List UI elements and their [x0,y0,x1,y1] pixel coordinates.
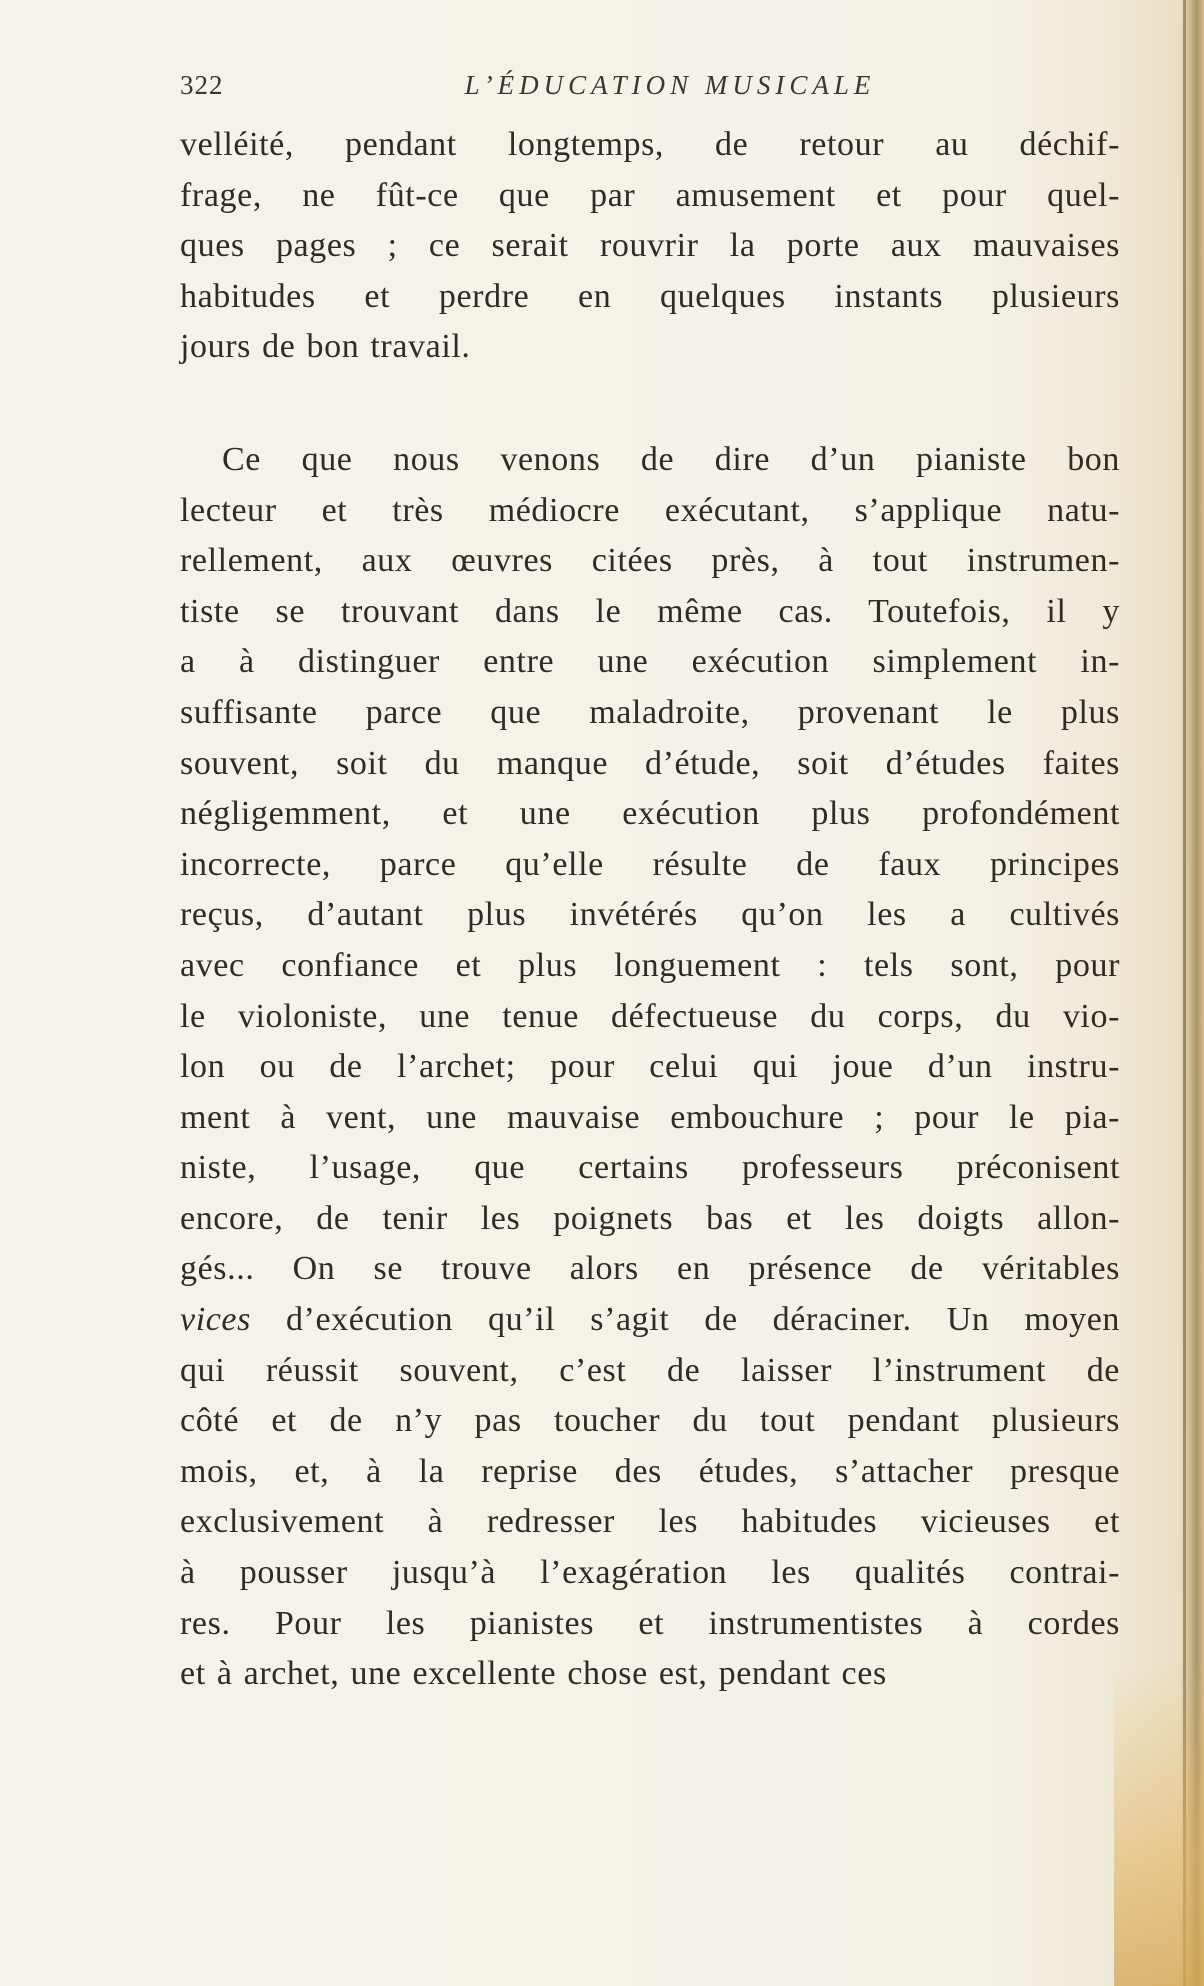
text-line: niste, l’usage, que certains professeurs préconisent [180,1149,1120,1187]
text-line: et à archet, une excellente chose est, pendant ces [180,1655,887,1693]
text-line: frage, ne fût-ce que par amusement et pour quel- [180,176,1120,214]
text-line: jours de bon travail. [180,328,471,366]
page-number: 322 [180,70,224,100]
paragraph-gap [180,373,1120,435]
page-header [180,70,1120,106]
body-text [180,120,1120,1700]
text-line: le violoniste, une tenue défectueuse du corps, du vio- [180,997,1120,1035]
text-line-rest: d’exécution qu’il s’agit de déraciner. Un moyen [285,1301,1120,1339]
text-line: incorrecte, parce qu’elle résulte de faux principes [180,845,1120,883]
text-line: rellement, aux œuvres citées près, à tout instrumen- [180,542,1120,580]
text-line: tiste se trouvant dans le même cas. Toutefois, il y [180,592,1120,630]
text-line: à pousser jusqu’à l’exagération les qualités contrai- [180,1554,1120,1592]
text-line: lon ou de l’archet; pour celui qui joue d’un instru- [180,1048,1120,1086]
text-line: mois, et, à la reprise des études, s’attacher presque [180,1452,1120,1490]
text-line: gés... On se trouve alors en présence de véritables [180,1250,1120,1288]
text-line: exclusivement à redresser les habitudes vicieuses et [180,1503,1120,1541]
text-line: suffisante parce que maladroite, provenant le plus [180,693,1120,731]
text-line: qui réussit souvent, c’est de laisser l’instrument de [180,1351,1120,1389]
text-line: habitudes et perdre en quelques instants plusieurs [180,277,1120,315]
text-line: côté et de n’y pas toucher du tout pendant plusieurs [180,1402,1120,1440]
text-line: a à distinguer entre une exécution simplement in- [180,643,1120,681]
page-corner-stain [1114,1666,1204,1986]
running-title: L’ÉDUCATION MUSICALE [464,70,876,100]
text-line: lecteur et très médiocre exécutant, s’applique natu- [180,491,1120,529]
text-line-with-italic [180,1295,1120,1346]
paragraph-1 [180,120,1120,373]
text-line: reçus, d’autant plus invétérés qu’on les a cultivés [180,896,1120,934]
text-line: avec confiance et plus longuement : tels sont, pour [180,946,1120,984]
text-line: Ce que nous venons de dire d’un pianiste bon [222,440,1120,478]
text-line: encore, de tenir les poignets bas et les doigts allon- [180,1199,1120,1237]
text-line: ment à vent, une mauvaise embouchure ; pour le pia- [180,1098,1120,1136]
italic-word: vices [180,1301,251,1339]
text-line: négligemment, et une exécution plus profondément [180,795,1120,833]
text-line: velléité, pendant longtemps, de retour au déchif- [180,126,1120,163]
text-line: res. Pour les pianistes et instrumentistes à cordes [180,1604,1120,1642]
text-line: souvent, soit du manque d’étude, soit d’études faites [180,744,1120,782]
paragraph-2 [180,435,1120,1700]
text-line: ques pages ; ce serait rouvrir la porte aux mauvaises [180,227,1120,265]
